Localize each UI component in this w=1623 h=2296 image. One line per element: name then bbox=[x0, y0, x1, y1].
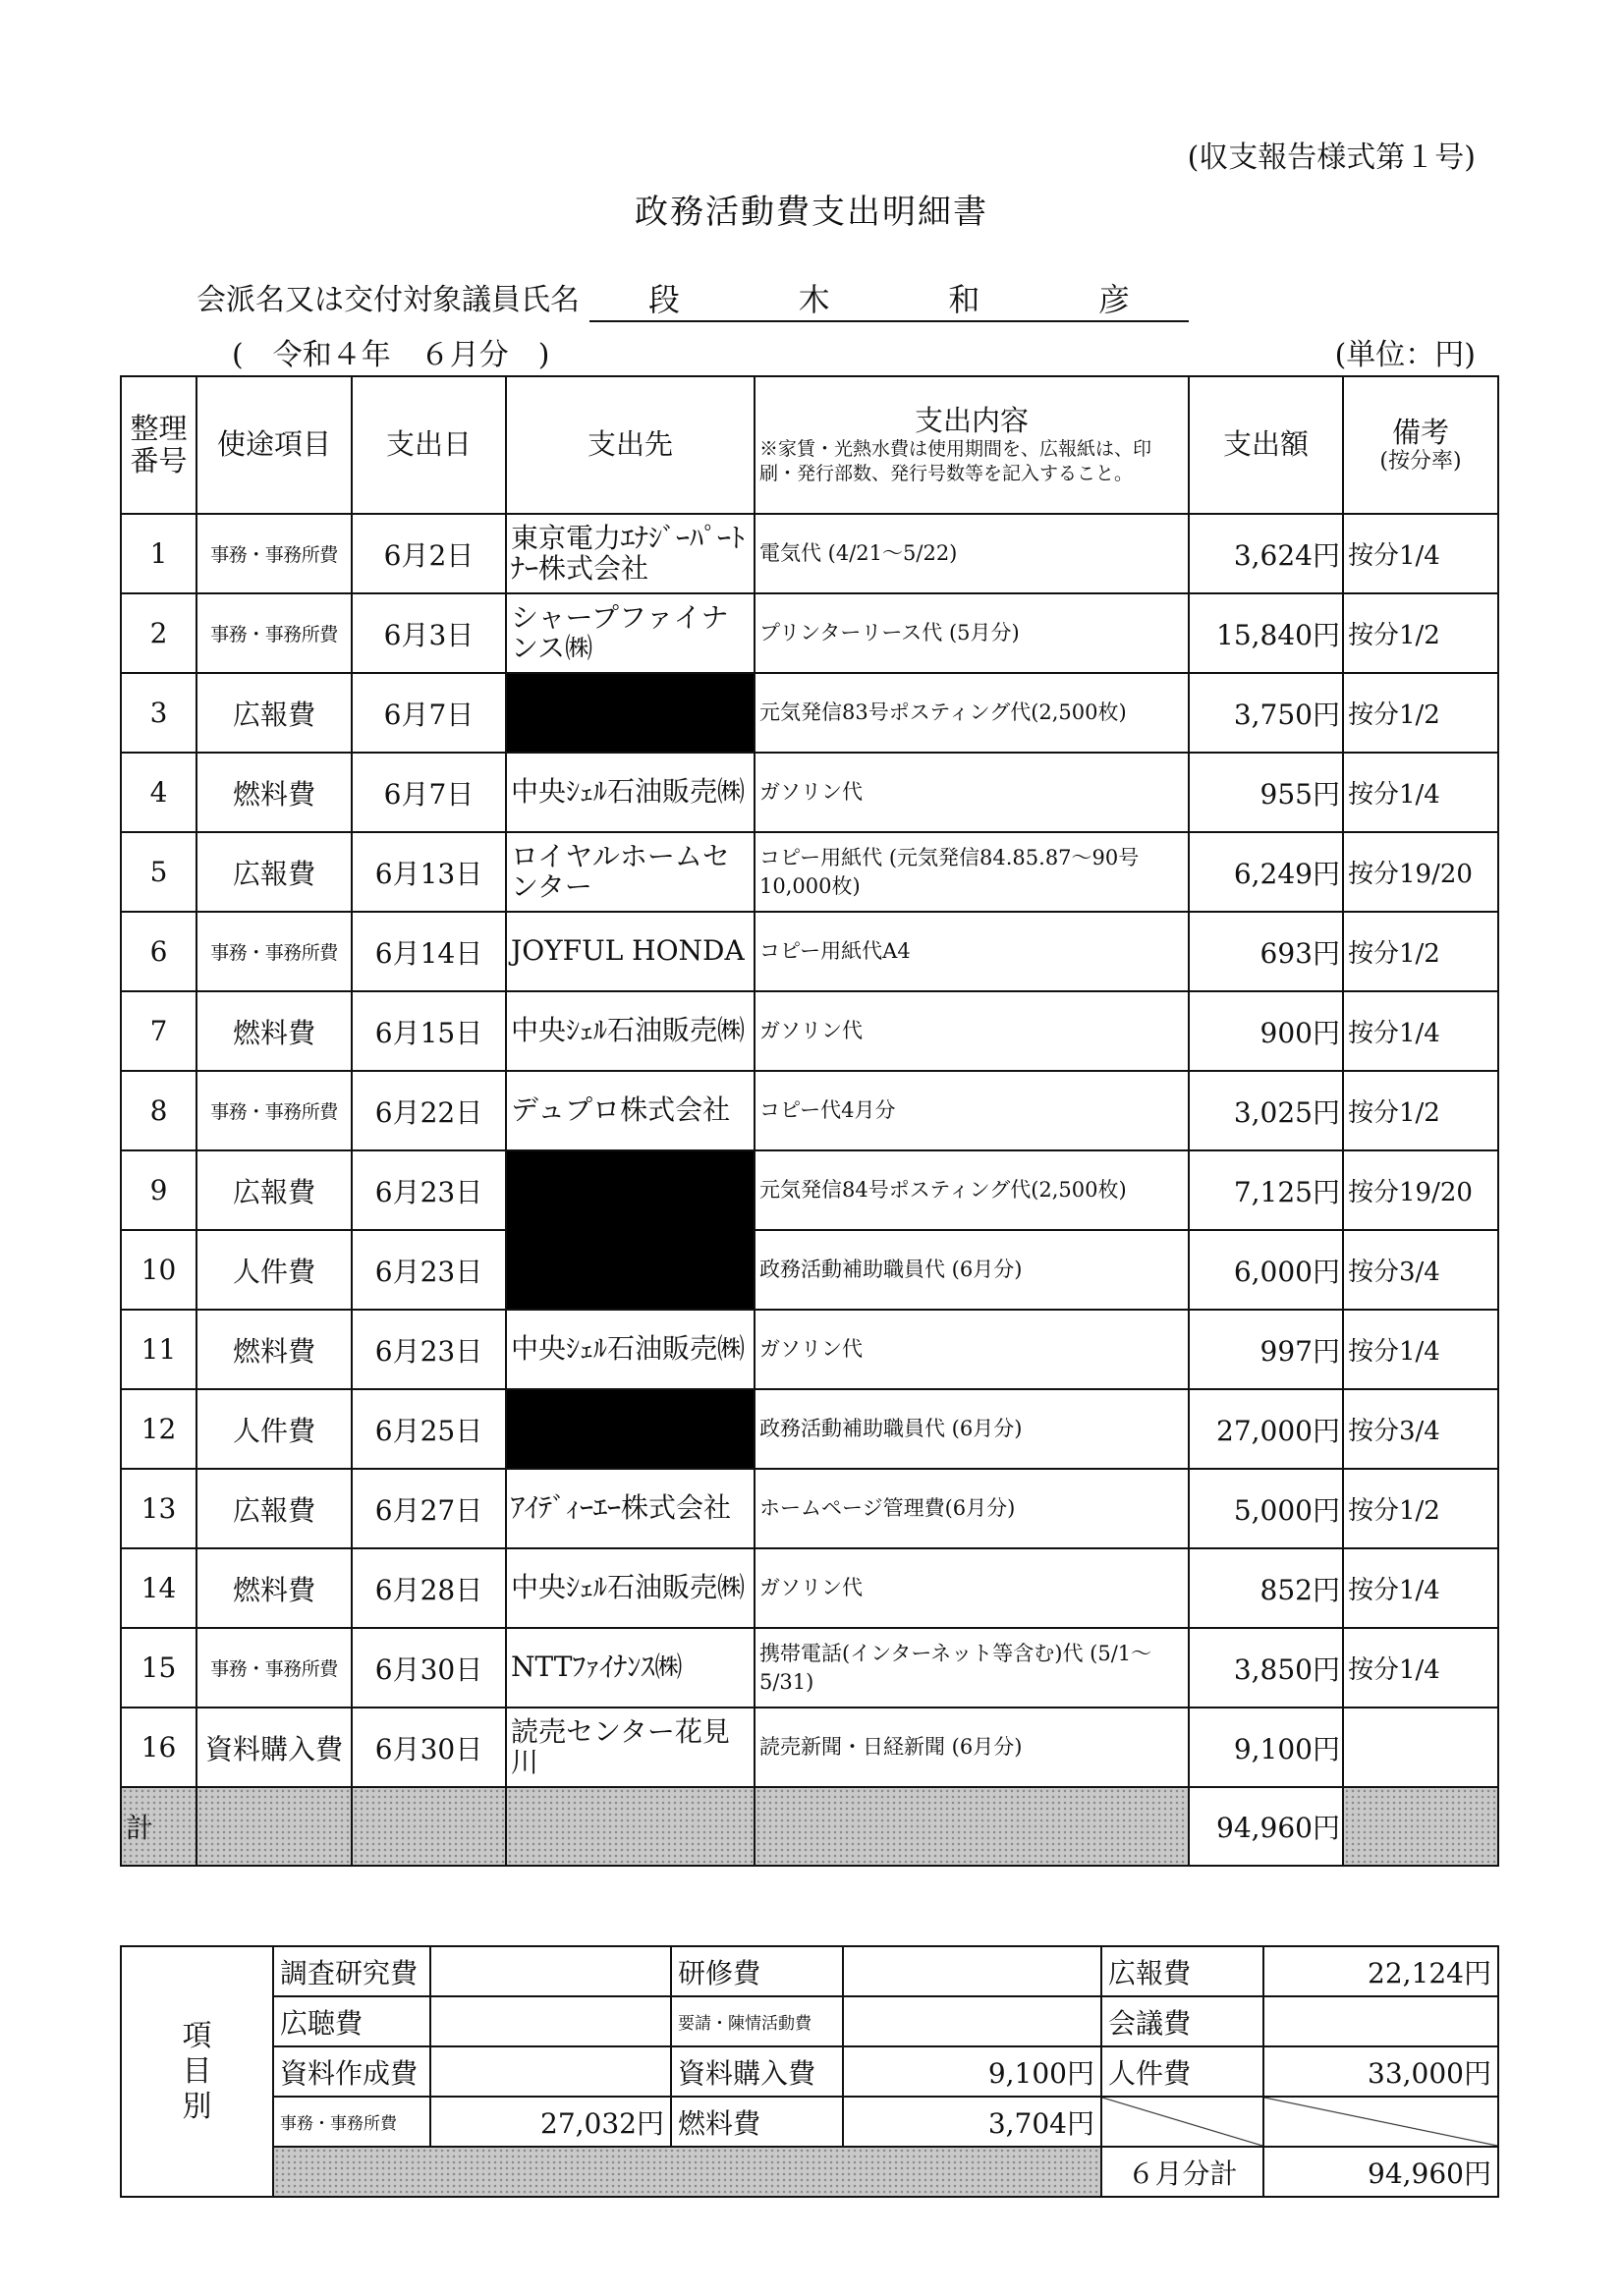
header-number-line1: 整理 bbox=[130, 411, 188, 445]
row-number: 9 bbox=[121, 1150, 196, 1230]
category-label: 燃料費 bbox=[671, 2097, 843, 2147]
row-number: 5 bbox=[121, 832, 196, 912]
row-date: 6月23日 bbox=[352, 1310, 506, 1389]
row-payee: ロイヤルホームセンター bbox=[506, 832, 755, 912]
row-content: ホームページ管理費(6月分) bbox=[755, 1469, 1189, 1548]
row-remarks: 按分1/4 bbox=[1343, 991, 1498, 1071]
row-content: コピー代4月分 bbox=[755, 1071, 1189, 1150]
header-remarks-title: 備考 bbox=[1391, 415, 1449, 449]
row-amount: 955円 bbox=[1189, 753, 1343, 832]
row-amount: 852円 bbox=[1189, 1548, 1343, 1628]
row-payee: ｱｲﾃﾞｨｰｴｰ株式会社 bbox=[506, 1469, 755, 1548]
row-item: 広報費 bbox=[196, 673, 352, 753]
redacted-payee bbox=[506, 673, 755, 753]
row-number: 14 bbox=[121, 1548, 196, 1628]
row-content: ガソリン代 bbox=[755, 991, 1189, 1071]
row-date: 6月13日 bbox=[352, 832, 506, 912]
row-amount: 997円 bbox=[1189, 1310, 1343, 1389]
total-amount: 94,960円 bbox=[1189, 1787, 1343, 1866]
table-row bbox=[121, 1071, 1498, 1150]
row-content: プリンターリース代 (5月分) bbox=[755, 593, 1189, 673]
row-date: 6月23日 bbox=[352, 1230, 506, 1310]
period: ( 令和４年 ６月分 ) bbox=[232, 338, 550, 372]
row-content: コピー用紙代 (元気発信84.85.87～90号10,000枚) bbox=[755, 832, 1189, 912]
row-content: ガソリン代 bbox=[755, 753, 1189, 832]
category-value: 9,100円 bbox=[843, 2046, 1101, 2097]
unit-label: (単位：円) bbox=[1334, 338, 1476, 372]
table-row bbox=[121, 912, 1498, 991]
row-item: 人件費 bbox=[196, 1389, 352, 1469]
category-heading-char: 項 bbox=[182, 2018, 212, 2053]
shaded-cell bbox=[755, 1787, 1189, 1866]
category-summary-table bbox=[120, 1945, 1499, 2198]
category-label: 調査研究費 bbox=[273, 1946, 430, 1996]
row-remarks: 按分3/4 bbox=[1343, 1230, 1498, 1310]
row-content: 政務活動補助職員代 (6月分) bbox=[755, 1230, 1189, 1310]
row-date: 6月27日 bbox=[352, 1469, 506, 1548]
monthly-total-label: ６月分計 bbox=[1101, 2147, 1263, 2197]
table-row bbox=[121, 1548, 1498, 1628]
document-title: 政務活動費支出明細書 bbox=[635, 193, 988, 232]
row-number: 15 bbox=[121, 1628, 196, 1708]
row-remarks: 按分1/2 bbox=[1343, 1469, 1498, 1548]
shaded-cell bbox=[273, 2147, 1101, 2197]
total-row bbox=[121, 1787, 1498, 1866]
category-value bbox=[430, 2046, 671, 2097]
table-row bbox=[121, 832, 1498, 912]
shaded-cell bbox=[506, 1787, 755, 1866]
member-name-row bbox=[196, 275, 1130, 318]
row-payee: 中央ｼｪﾙ石油販売㈱ bbox=[506, 991, 755, 1071]
row-content: コピー用紙代A4 bbox=[755, 912, 1189, 991]
header-payee: 支出先 bbox=[506, 376, 755, 514]
row-payee: JOYFUL HONDA bbox=[506, 912, 755, 991]
row-content: 電気代 (4/21～5/22) bbox=[755, 514, 1189, 593]
table-row bbox=[121, 673, 1498, 753]
row-date: 6月3日 bbox=[352, 593, 506, 673]
row-content: 携帯電話(インターネット等含む)代 (5/1～5/31) bbox=[755, 1628, 1189, 1708]
monthly-total-value: 94,960円 bbox=[1263, 2147, 1498, 2197]
table-row bbox=[121, 1708, 1498, 1787]
row-item: 広報費 bbox=[196, 832, 352, 912]
row-payee: NTTﾌｧｲﾅﾝｽ㈱ bbox=[506, 1628, 755, 1708]
category-label: 広聴費 bbox=[273, 1996, 430, 2046]
row-remarks: 按分1/4 bbox=[1343, 1548, 1498, 1628]
table-row bbox=[121, 514, 1498, 593]
member-name-char: 段 bbox=[648, 281, 681, 318]
row-remarks: 按分3/4 bbox=[1343, 1389, 1498, 1469]
category-heading-char: 目 bbox=[182, 2053, 212, 2089]
row-item: 事務・事務所費 bbox=[196, 514, 352, 593]
table-row bbox=[121, 1628, 1498, 1708]
row-number: 11 bbox=[121, 1310, 196, 1389]
category-label: 研修費 bbox=[671, 1946, 843, 1996]
row-payee: 中央ｼｪﾙ石油販売㈱ bbox=[506, 1310, 755, 1389]
row-remarks: 按分1/2 bbox=[1343, 673, 1498, 753]
row-payee: 読売センター花見川 bbox=[506, 1708, 755, 1787]
row-amount: 3,624円 bbox=[1189, 514, 1343, 593]
row-number: 8 bbox=[121, 1071, 196, 1150]
category-heading-char: 別 bbox=[182, 2089, 212, 2124]
row-item: 事務・事務所費 bbox=[196, 1071, 352, 1150]
diagonal-cell bbox=[1263, 2097, 1498, 2147]
member-name-char: 和 bbox=[948, 281, 980, 318]
table-header-row bbox=[121, 376, 1498, 514]
row-remarks: 按分1/4 bbox=[1343, 1628, 1498, 1708]
shaded-cell bbox=[352, 1787, 506, 1866]
row-number: 13 bbox=[121, 1469, 196, 1548]
row-remarks: 按分1/4 bbox=[1343, 753, 1498, 832]
category-heading-text bbox=[128, 2019, 266, 2125]
row-date: 6月14日 bbox=[352, 912, 506, 991]
category-label: 資料作成費 bbox=[273, 2046, 430, 2097]
row-number: 2 bbox=[121, 593, 196, 673]
row-date: 6月30日 bbox=[352, 1628, 506, 1708]
row-item: 燃料費 bbox=[196, 1310, 352, 1389]
header-date: 支出日 bbox=[352, 376, 506, 514]
row-item: 燃料費 bbox=[196, 753, 352, 832]
row-date: 6月22日 bbox=[352, 1071, 506, 1150]
row-number: 6 bbox=[121, 912, 196, 991]
shaded-cell bbox=[1343, 1787, 1498, 1866]
row-content: 読売新聞・日経新聞 (6月分) bbox=[755, 1708, 1189, 1787]
category-value bbox=[843, 1996, 1101, 2046]
category-value bbox=[1263, 1996, 1498, 2046]
row-amount: 5,000円 bbox=[1189, 1469, 1343, 1548]
row-date: 6月15日 bbox=[352, 991, 506, 1071]
row-amount: 3,025円 bbox=[1189, 1071, 1343, 1150]
row-date: 6月7日 bbox=[352, 673, 506, 753]
category-label: 事務・事務所費 bbox=[273, 2097, 430, 2147]
row-amount: 9,100円 bbox=[1189, 1708, 1343, 1787]
category-label: 人件費 bbox=[1101, 2046, 1263, 2097]
shaded-cell bbox=[196, 1787, 352, 1866]
row-content: ガソリン代 bbox=[755, 1310, 1189, 1389]
row-number: 4 bbox=[121, 753, 196, 832]
row-payee: 東京電力ｴﾅｼﾞｰﾊﾟｰﾄﾅｰ株式会社 bbox=[506, 514, 755, 593]
row-number: 3 bbox=[121, 673, 196, 753]
row-remarks bbox=[1343, 1708, 1498, 1787]
row-payee: デュプロ株式会社 bbox=[506, 1071, 755, 1150]
row-item: 人件費 bbox=[196, 1230, 352, 1310]
total-label: 計 bbox=[121, 1787, 196, 1866]
member-name-char: 彦 bbox=[1097, 281, 1130, 318]
row-date: 6月23日 bbox=[352, 1150, 506, 1230]
row-remarks: 按分1/2 bbox=[1343, 593, 1498, 673]
header-number-line2: 番号 bbox=[130, 444, 188, 477]
row-item: 資料購入費 bbox=[196, 1708, 352, 1787]
redacted-payee bbox=[506, 1389, 755, 1469]
header-content-title: 支出内容 bbox=[914, 403, 1029, 437]
row-amount: 900円 bbox=[1189, 991, 1343, 1071]
member-name bbox=[589, 275, 1189, 322]
row-date: 6月2日 bbox=[352, 514, 506, 593]
row-number: 12 bbox=[121, 1389, 196, 1469]
row-remarks: 按分1/2 bbox=[1343, 912, 1498, 991]
row-item: 事務・事務所費 bbox=[196, 912, 352, 991]
row-item: 広報費 bbox=[196, 1150, 352, 1230]
header-content bbox=[755, 376, 1189, 514]
row-amount: 7,125円 bbox=[1189, 1150, 1343, 1230]
row-remarks: 按分1/4 bbox=[1343, 1310, 1498, 1389]
row-content: 元気発信83号ポスティング代(2,500枚) bbox=[755, 673, 1189, 753]
expense-table bbox=[120, 375, 1499, 1867]
row-amount: 693円 bbox=[1189, 912, 1343, 991]
redacted-payee bbox=[506, 1150, 755, 1310]
table-row bbox=[121, 1230, 1498, 1310]
row-date: 6月25日 bbox=[352, 1389, 506, 1469]
category-label: 資料購入費 bbox=[671, 2046, 843, 2097]
expense-rows bbox=[121, 514, 1498, 1787]
row-amount: 6,000円 bbox=[1189, 1230, 1343, 1310]
header-content-note: ※家賃・光熱水費は使用期間を、広報紙は、印刷・発行部数、発行号数等を記入すること。 bbox=[759, 437, 1152, 484]
row-remarks: 按分1/2 bbox=[1343, 1071, 1498, 1150]
category-label: 要請・陳情活動費 bbox=[671, 1996, 843, 2046]
header-number bbox=[121, 376, 196, 514]
header-remarks-sub: (按分率) bbox=[1379, 449, 1462, 475]
form-number: (収支報告様式第１号) bbox=[1187, 140, 1476, 175]
row-item: 広報費 bbox=[196, 1469, 352, 1548]
row-date: 6月28日 bbox=[352, 1548, 506, 1628]
header-amount: 支出額 bbox=[1189, 376, 1343, 514]
category-value bbox=[430, 1946, 671, 1996]
row-amount: 6,249円 bbox=[1189, 832, 1343, 912]
category-value: 22,124円 bbox=[1263, 1946, 1498, 1996]
row-amount: 3,750円 bbox=[1189, 673, 1343, 753]
row-remarks: 按分1/4 bbox=[1343, 514, 1498, 593]
row-remarks: 按分19/20 bbox=[1343, 832, 1498, 912]
category-value bbox=[430, 1996, 671, 2046]
row-amount: 15,840円 bbox=[1189, 593, 1343, 673]
category-value: 33,000円 bbox=[1263, 2046, 1498, 2097]
row-item: 燃料費 bbox=[196, 991, 352, 1071]
table-row bbox=[121, 1469, 1498, 1548]
row-payee: 中央ｼｪﾙ石油販売㈱ bbox=[506, 753, 755, 832]
row-amount: 27,000円 bbox=[1189, 1389, 1343, 1469]
row-number: 16 bbox=[121, 1708, 196, 1787]
table-row bbox=[121, 991, 1498, 1071]
category-label: 会議費 bbox=[1101, 1996, 1263, 2046]
row-number: 10 bbox=[121, 1230, 196, 1310]
row-payee: 中央ｼｪﾙ石油販売㈱ bbox=[506, 1548, 755, 1628]
row-content: 政務活動補助職員代 (6月分) bbox=[755, 1389, 1189, 1469]
row-date: 6月30日 bbox=[352, 1708, 506, 1787]
row-item: 燃料費 bbox=[196, 1548, 352, 1628]
category-label: 広報費 bbox=[1101, 1946, 1263, 1996]
category-value: 27,032円 bbox=[430, 2097, 671, 2147]
row-item: 事務・事務所費 bbox=[196, 1628, 352, 1708]
table-row bbox=[121, 1150, 1498, 1230]
table-row bbox=[121, 1389, 1498, 1469]
table-row bbox=[121, 1310, 1498, 1389]
member-name-char: 木 bbox=[798, 281, 830, 318]
row-content: ガソリン代 bbox=[755, 1548, 1189, 1628]
row-number: 7 bbox=[121, 991, 196, 1071]
row-content: 元気発信84号ポスティング代(2,500枚) bbox=[755, 1150, 1189, 1230]
table-row bbox=[121, 593, 1498, 673]
row-remarks: 按分19/20 bbox=[1343, 1150, 1498, 1230]
member-label: 会派名又は交付対象議員氏名 bbox=[196, 283, 580, 317]
category-value bbox=[843, 1946, 1101, 1996]
row-payee: シャープファイナンス㈱ bbox=[506, 593, 755, 673]
row-amount: 3,850円 bbox=[1189, 1628, 1343, 1708]
category-heading bbox=[121, 1946, 273, 2197]
diagonal-cell bbox=[1101, 2097, 1263, 2147]
header-remarks bbox=[1343, 376, 1498, 514]
row-item: 事務・事務所費 bbox=[196, 593, 352, 673]
table-row bbox=[121, 753, 1498, 832]
header-item: 使途項目 bbox=[196, 376, 352, 514]
row-date: 6月7日 bbox=[352, 753, 506, 832]
row-number: 1 bbox=[121, 514, 196, 593]
category-value: 3,704円 bbox=[843, 2097, 1101, 2147]
